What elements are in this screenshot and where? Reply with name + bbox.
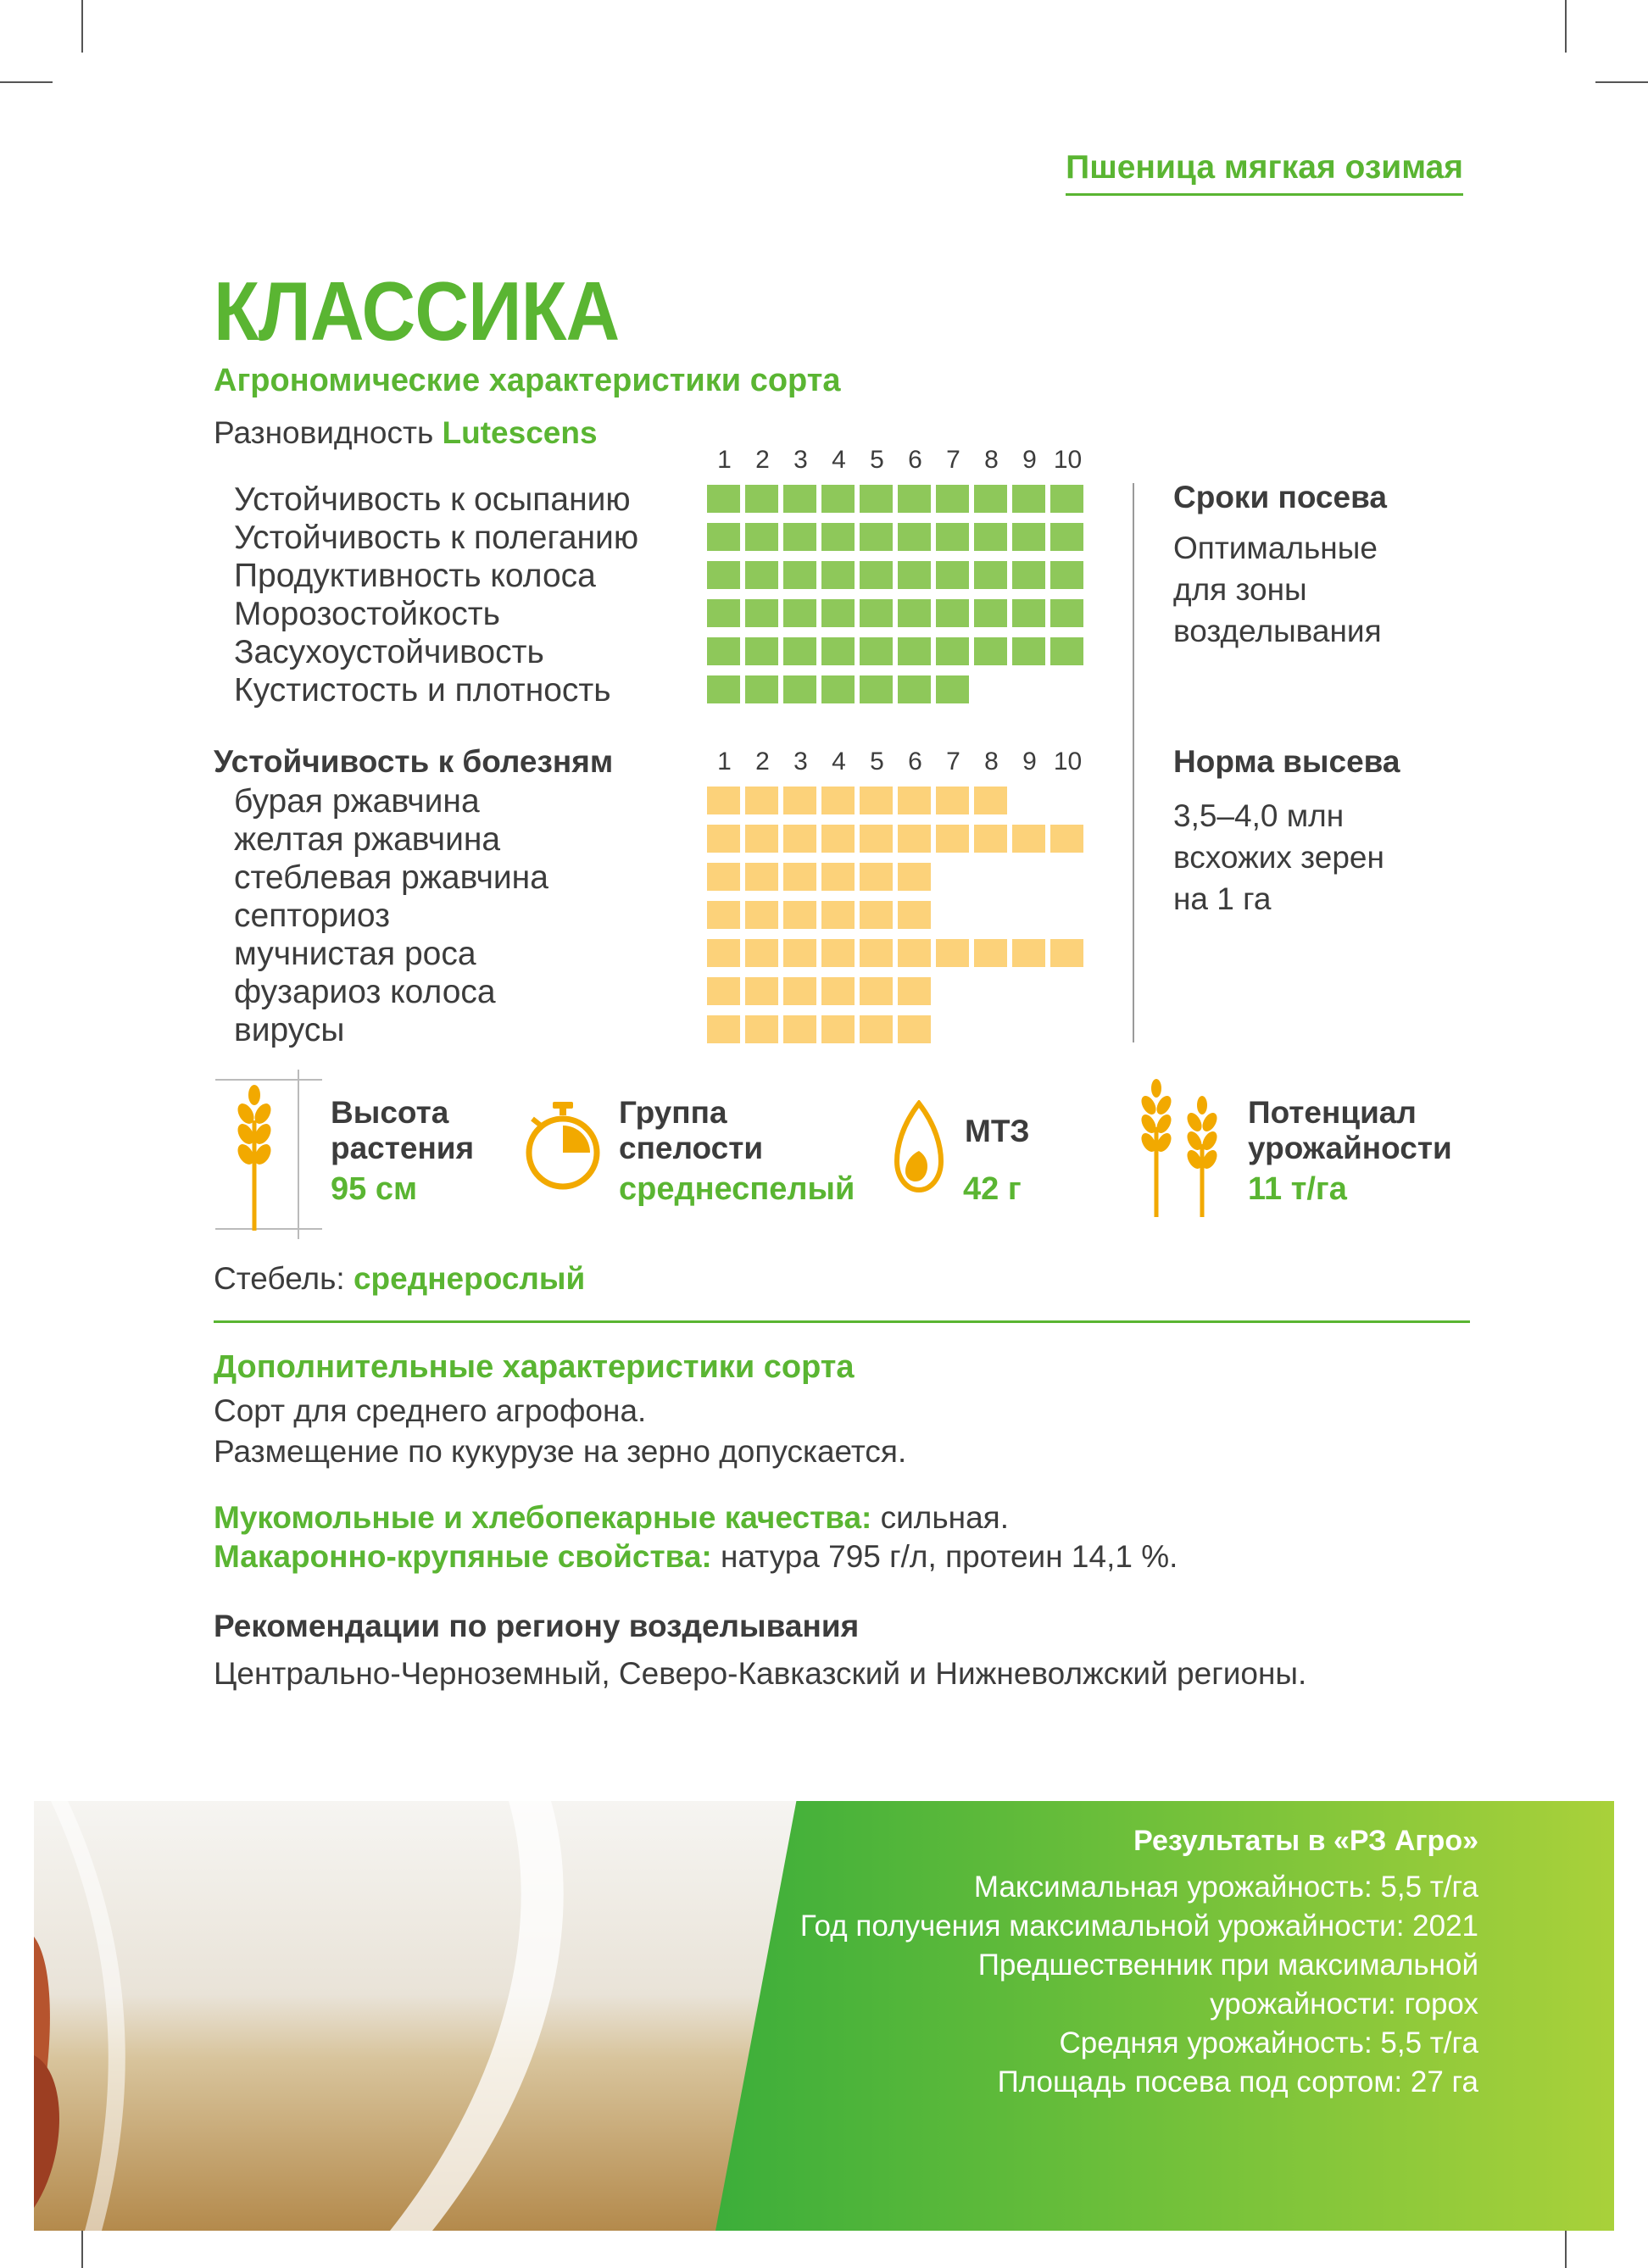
trait-score-bar — [707, 523, 1083, 551]
region-heading: Рекомендации по региону возделывания — [214, 1609, 860, 1643]
scale-number: 6 — [908, 446, 922, 474]
disease-score-bar — [707, 939, 1083, 967]
score-cell — [860, 675, 893, 703]
crop-mark — [1565, 0, 1567, 53]
trait-score-bar — [707, 561, 1083, 589]
score-cell — [898, 863, 931, 891]
score-cell — [783, 901, 816, 929]
score-cell — [860, 523, 893, 551]
score-cell — [898, 599, 931, 627]
disease-label: бурая ржавчина — [234, 783, 480, 820]
height-label-line1: Высота — [331, 1095, 449, 1130]
score-cell — [783, 675, 816, 703]
trait-score-bar — [707, 675, 969, 703]
score-cell — [745, 599, 778, 627]
results-line: Год получения максимальной урожайности: 2021 — [799, 1909, 1478, 1943]
score-cell — [974, 637, 1007, 665]
scale-number: 9 — [1022, 446, 1037, 474]
scale-number: 9 — [1022, 748, 1037, 775]
score-cell — [898, 523, 931, 551]
score-cell — [821, 561, 855, 589]
score-cell — [974, 599, 1007, 627]
height-value: 95 см — [331, 1171, 418, 1207]
crop-mark — [81, 0, 83, 53]
yield-value: 11 т/га — [1248, 1171, 1347, 1207]
scale-number: 2 — [755, 748, 770, 775]
ripeness-value: среднеспелый — [619, 1171, 855, 1207]
grain-icon — [894, 1100, 944, 1193]
score-cell — [1050, 599, 1083, 627]
baking-quality — [214, 1500, 1009, 1536]
score-cell — [821, 523, 855, 551]
disease-heading: Устойчивость к болезням — [214, 744, 614, 779]
score-cell — [1012, 523, 1045, 551]
trait-score-bar — [707, 599, 1083, 627]
score-cell — [783, 825, 816, 853]
scale-number: 3 — [793, 748, 808, 775]
score-cell — [1050, 825, 1083, 853]
score-cell — [707, 977, 740, 1005]
score-cell — [783, 787, 816, 814]
score-cell — [898, 637, 931, 665]
score-cell — [936, 561, 969, 589]
section-subtitle: Агрономические характеристики сорта — [214, 363, 841, 398]
variety-value: Lutescens — [442, 415, 598, 450]
ripeness-label-line2: спелости — [619, 1131, 764, 1165]
scale-number: 7 — [946, 446, 960, 474]
stem-label: Стебель: — [214, 1261, 345, 1296]
score-cell — [783, 863, 816, 891]
sowing-time-line: возделывания — [1173, 614, 1382, 648]
trait-label: Устойчивость к полеганию — [234, 520, 639, 556]
score-cell — [860, 561, 893, 589]
score-cell — [821, 675, 855, 703]
score-cell — [936, 599, 969, 627]
scale-number: 2 — [755, 446, 770, 474]
score-cell — [898, 787, 931, 814]
scale-number: 3 — [793, 446, 808, 474]
score-cell — [821, 599, 855, 627]
seeding-rate-line: на 1 га — [1173, 881, 1272, 916]
scale-number: 10 — [1053, 446, 1083, 474]
score-cell — [783, 561, 816, 589]
yield-label-line1: Потенциал — [1248, 1095, 1417, 1130]
score-cell — [745, 939, 778, 967]
score-cell — [707, 675, 740, 703]
score-cell — [860, 1015, 893, 1043]
pasta-quality-label: Макаронно-крупяные свойства: — [214, 1539, 712, 1574]
scale-number: 1 — [717, 748, 732, 775]
score-cell — [707, 561, 740, 589]
scale-number: 1 — [717, 446, 732, 474]
score-cell — [1050, 561, 1083, 589]
mtz-value: 42 г — [963, 1171, 1022, 1207]
results-panel — [715, 1801, 1614, 2231]
disease-label: стеблевая ржавчина — [234, 859, 548, 896]
column-divider — [1133, 483, 1134, 1042]
scale-number: 6 — [908, 748, 922, 775]
wheat-ears-icon — [1131, 1076, 1233, 1220]
score-cell — [974, 485, 1007, 513]
crop-mark — [0, 81, 53, 83]
score-cell — [821, 977, 855, 1005]
results-banner — [34, 1801, 1614, 2231]
scale-number: 4 — [832, 446, 846, 474]
score-cell — [745, 901, 778, 929]
score-cell — [745, 977, 778, 1005]
trait-score-bar — [707, 485, 1083, 513]
crop-mark — [1595, 81, 1648, 83]
sowing-time-line: для зоны — [1173, 572, 1307, 607]
score-cell — [745, 637, 778, 665]
score-cell — [783, 1015, 816, 1043]
trait-score-bar — [707, 637, 1083, 665]
score-cell — [974, 523, 1007, 551]
results-line: Максимальная урожайность: 5,5 т/га — [973, 1871, 1478, 1904]
score-cell — [707, 901, 740, 929]
results-title: Результаты в «РЗ Агро» — [1133, 1825, 1478, 1857]
score-cell — [745, 825, 778, 853]
scale-number: 4 — [832, 748, 846, 775]
score-cell — [821, 787, 855, 814]
variety — [214, 415, 598, 451]
score-cell — [707, 1015, 740, 1043]
results-line: Средняя урожайность: 5,5 т/га — [1059, 2026, 1478, 2060]
height-label-line2: растения — [331, 1131, 475, 1165]
stem-value: среднерослый — [353, 1261, 586, 1296]
score-cell — [745, 787, 778, 814]
scale-number: 5 — [870, 446, 884, 474]
scale-number: 7 — [946, 748, 960, 775]
score-cell — [783, 599, 816, 627]
score-cell — [821, 825, 855, 853]
seeding-rate-line: 3,5–4,0 млн — [1173, 798, 1345, 833]
score-cell — [707, 485, 740, 513]
score-cell — [860, 485, 893, 513]
score-cell — [707, 523, 740, 551]
score-cell — [860, 825, 893, 853]
score-cell — [745, 561, 778, 589]
seeding-rate-line: всхожих зерен — [1173, 840, 1384, 875]
ripeness-label-line1: Группа — [619, 1095, 727, 1130]
score-cell — [936, 787, 969, 814]
score-cell — [974, 787, 1007, 814]
additional-heading: Дополнительные характеристики сорта — [214, 1349, 855, 1385]
score-cell — [707, 637, 740, 665]
additional-line: Размещение по кукурузе на зерно допускается. — [214, 1434, 907, 1469]
yield-label-line2: урожайности — [1248, 1131, 1452, 1165]
scale-numbers-disease — [705, 748, 1087, 776]
scale-numbers-agro — [705, 446, 1087, 475]
wheat-ear-icon — [214, 1070, 324, 1239]
stem — [214, 1261, 585, 1297]
score-cell — [860, 599, 893, 627]
pasta-quality-value: натура 795 г/л, протеин 14,1 %. — [721, 1539, 1178, 1574]
disease-label: септориоз — [234, 898, 391, 934]
score-cell — [821, 1015, 855, 1043]
score-cell — [936, 637, 969, 665]
results-line: Площадь посева под сортом: 27 га — [997, 2065, 1478, 2098]
results-line: Предшественник при максимальной — [977, 1948, 1478, 1982]
score-cell — [898, 939, 931, 967]
disease-label: мучнистая роса — [234, 936, 476, 972]
score-cell — [898, 561, 931, 589]
trait-label: Продуктивность колоса — [234, 558, 596, 594]
score-cell — [1012, 939, 1045, 967]
disease-score-bar — [707, 787, 1007, 814]
disease-label: желтая ржавчина — [234, 821, 501, 858]
score-cell — [898, 901, 931, 929]
score-cell — [783, 523, 816, 551]
score-cell — [707, 939, 740, 967]
score-cell — [745, 523, 778, 551]
score-cell — [936, 825, 969, 853]
score-cell — [707, 825, 740, 853]
scale-number: 5 — [870, 748, 884, 775]
score-cell — [1050, 485, 1083, 513]
trait-label: Морозостойкость — [234, 596, 500, 632]
score-cell — [783, 939, 816, 967]
score-cell — [783, 637, 816, 665]
score-cell — [936, 675, 969, 703]
score-cell — [898, 485, 931, 513]
trait-label: Кустистость и плотность — [234, 672, 611, 709]
score-cell — [898, 825, 931, 853]
score-cell — [821, 901, 855, 929]
disease-score-bar — [707, 825, 1083, 853]
score-cell — [821, 637, 855, 665]
scale-number: 8 — [984, 748, 999, 775]
score-cell — [745, 863, 778, 891]
scale-number: 8 — [984, 446, 999, 474]
category-header: Пшеница мягкая озимая — [1066, 149, 1463, 196]
sowing-time-line: Оптимальные — [1173, 531, 1378, 565]
scale-number: 10 — [1053, 748, 1083, 775]
score-cell — [1050, 523, 1083, 551]
trait-label: Устойчивость к осыпанию — [234, 481, 631, 518]
score-cell — [860, 787, 893, 814]
seeding-rate-text — [1173, 795, 1384, 920]
baking-quality-label: Мукомольные и хлебопекарные качества: — [214, 1500, 872, 1535]
score-cell — [860, 939, 893, 967]
mtz-label: МТЗ — [965, 1114, 1030, 1148]
ripeness-label — [619, 1095, 763, 1166]
score-cell — [783, 485, 816, 513]
disease-score-bar — [707, 863, 931, 891]
additional-line: Сорт для среднего агрофона. — [214, 1393, 647, 1428]
score-cell — [707, 863, 740, 891]
score-cell — [936, 485, 969, 513]
score-cell — [898, 675, 931, 703]
score-cell — [1012, 825, 1045, 853]
score-cell — [1012, 637, 1045, 665]
baking-quality-value: сильная. — [880, 1500, 1010, 1535]
score-cell — [1012, 485, 1045, 513]
trait-label: Засухоустойчивость — [234, 634, 544, 670]
disease-score-bar — [707, 901, 931, 929]
score-cell — [974, 561, 1007, 589]
yield-label — [1248, 1095, 1452, 1166]
score-cell — [1012, 561, 1045, 589]
score-cell — [936, 939, 969, 967]
results-line: урожайности: горох — [1210, 1987, 1478, 2021]
stopwatch-icon — [521, 1100, 605, 1193]
variety-label: Разновидность — [214, 415, 434, 450]
score-cell — [821, 863, 855, 891]
height-label — [331, 1095, 474, 1166]
score-cell — [1050, 939, 1083, 967]
sowing-time-text — [1173, 527, 1382, 652]
score-cell — [745, 485, 778, 513]
score-cell — [745, 1015, 778, 1043]
score-cell — [707, 787, 740, 814]
seeding-rate-heading: Норма высева — [1173, 744, 1400, 779]
disease-score-bar — [707, 977, 931, 1005]
score-cell — [1050, 637, 1083, 665]
divider — [214, 1320, 1470, 1323]
score-cell — [898, 1015, 931, 1043]
score-cell — [745, 675, 778, 703]
score-cell — [974, 939, 1007, 967]
score-cell — [974, 825, 1007, 853]
score-cell — [821, 939, 855, 967]
page-title: КЛАССИКА — [214, 264, 620, 358]
disease-score-bar — [707, 1015, 931, 1043]
disease-label: фузариоз колоса — [234, 974, 496, 1010]
score-cell — [898, 977, 931, 1005]
score-cell — [1012, 599, 1045, 627]
score-cell — [860, 977, 893, 1005]
score-cell — [860, 863, 893, 891]
score-cell — [707, 599, 740, 627]
score-cell — [821, 485, 855, 513]
sowing-time-heading: Сроки посева — [1173, 480, 1387, 514]
disease-label: вирусы — [234, 1012, 345, 1048]
pasta-quality — [214, 1539, 1178, 1575]
score-cell — [783, 977, 816, 1005]
score-cell — [936, 523, 969, 551]
field-photo — [34, 1801, 797, 2231]
region-text: Центрально-Черноземный, Северо-Кавказский и Нижневолжский регионы. — [214, 1656, 1307, 1691]
score-cell — [860, 901, 893, 929]
score-cell — [860, 637, 893, 665]
